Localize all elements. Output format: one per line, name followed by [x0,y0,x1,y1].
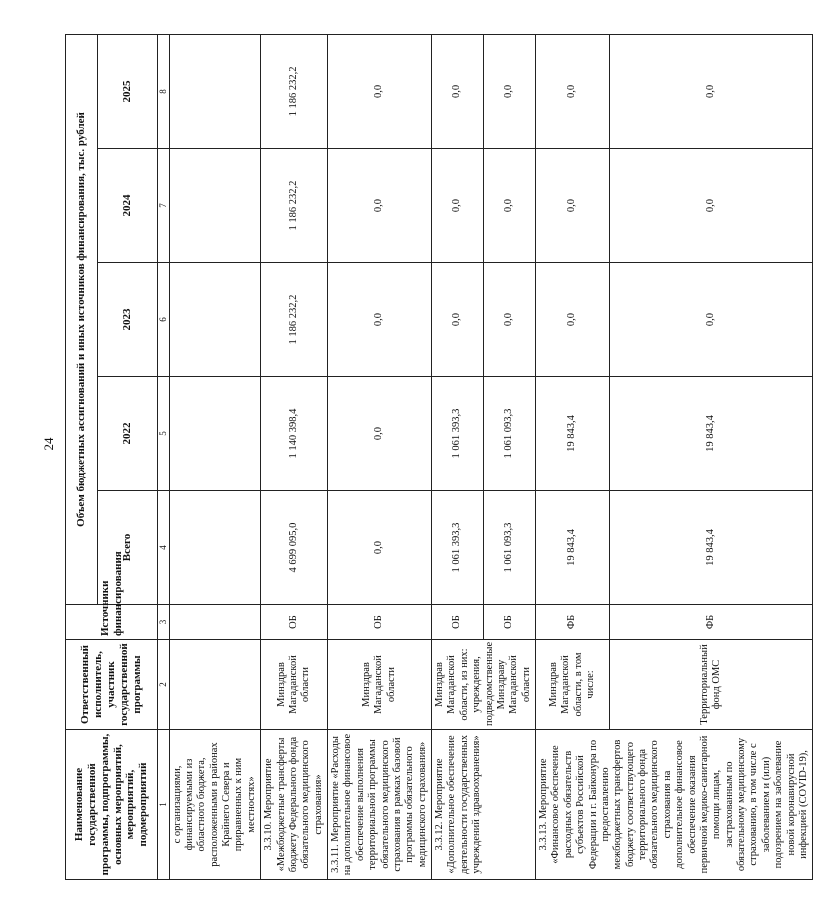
row-value: 0,0 [328,149,432,263]
row-source: ФБ [609,605,812,640]
row-name: с организациями, финансируемыми из областного бюджета, расположенными в районах Крайнего Севера и приравненных к ним местностях» [169,730,261,880]
row-value: 19 843,4 [536,377,610,491]
row-source: ОБ [261,605,328,640]
row-name: 3.3.11. Мероприятие «Расходы на дополнительное финансовое обеспечение выполнения территориальной программы обязательного медицинского страхования в рамках базовой программы обязательного медицинского страхования» [328,730,432,880]
col-number: 3 [158,605,170,640]
row-value: 0,0 [328,377,432,491]
header-year-2024: 2024 [98,149,158,263]
table-row [328,34,432,879]
row-value: 0,0 [328,491,432,605]
row-value: 1 061 393,3 [432,377,484,491]
row-value [169,491,261,605]
row-value: 19 843,4 [536,491,610,605]
col-number: 5 [158,377,170,491]
financing-table [65,34,813,880]
row-executor: Территориальный фонд ОМС [609,640,812,730]
row-value: 0,0 [432,263,484,377]
row-value: 0,0 [432,149,484,263]
row-value: 0,0 [432,34,484,148]
row-name: 3.3.12. Мероприятие «Дополнительное обеспечение деятельности государственных учреждений здравоохранения» [432,730,536,880]
row-executor: Минздрав Магаданской области, в том числе: [536,640,610,730]
row-value: 0,0 [484,263,536,377]
header-name: Наименование государственной программы, подпрограммы, основных мероприятий, мероприятий, подмероприятий [66,730,158,880]
header-year-2025: 2025 [98,34,158,148]
row-value [169,377,261,491]
row-source: ФБ [536,605,610,640]
col-number: 1 [158,730,170,880]
row-source: ОБ [432,605,484,640]
row-value: 0,0 [609,34,812,148]
table-row [261,34,328,879]
row-executor [169,640,261,730]
row-value: 1 140 398,4 [261,377,328,491]
page-number: 24 [41,437,56,451]
row-value: 4 699 095,0 [261,491,328,605]
header-year-total: Всего [98,491,158,605]
row-value: 0,0 [484,149,536,263]
table-row [169,34,261,879]
row-value: 1 061 093,3 [484,491,536,605]
table-row [432,34,484,879]
row-value [169,263,261,377]
row-value: 19 843,4 [609,377,812,491]
row-value: 1 061 093,3 [484,377,536,491]
row-value: 0,0 [536,263,610,377]
header-executor: Ответственный исполнитель, участник государственной программы [66,640,158,730]
row-name: 3.3.13. Мероприятие «Финансовое обеспечение расходных обязательств субъектов Российской Федерации и г. Байконура по предоставлению межбюджетных трансфертов бюджету соответствующего территориального фонда обязательного медицинского страхования на дополнительное финансовое обеспечение оказания первичной медико-санитарной помощи лицам, застрахованным по обязательному медицинскому страхованию, в том числе с заболеванием и (или) подозрением на заболевание новой коронавирусной инфекцией (COVID-19), [536,730,813,880]
row-value: 0,0 [609,263,812,377]
row-value: 0,0 [328,263,432,377]
row-value [169,34,261,148]
row-executor: Минздрав Магаданской области, из них: учреждения, подведомственные Минздраву Магаданской области [432,640,536,730]
row-name: 3.3.10. Мероприятие «Межбюджетные трансферты бюджету Федерального фонда обязательного медицинского страхования» [261,730,328,880]
row-source [169,605,261,640]
rotated-table-wrapper [65,35,809,880]
row-value: 0,0 [536,149,610,263]
row-value: 1 061 393,3 [432,491,484,605]
row-executor: Минздрав Магаданской области [328,640,432,730]
row-source: ОБ [484,605,536,640]
row-value: 0,0 [536,34,610,148]
row-value: 1 186 232,2 [261,34,328,148]
row-value: 19 843,4 [609,491,812,605]
row-value: 0,0 [328,34,432,148]
row-value: 1 186 232,2 [261,149,328,263]
col-number: 7 [158,149,170,263]
row-value: 1 186 232,2 [261,263,328,377]
table-row [536,34,610,879]
header-volume: Объем бюджетных ассигнований и иных источников финансирования, тыс. рублей [66,34,98,604]
row-executor: Минздрав Магаданской области [261,640,328,730]
col-number: 6 [158,263,170,377]
col-number: 4 [158,491,170,605]
col-number: 8 [158,34,170,148]
header-year-2023: 2023 [98,263,158,377]
row-value: 0,0 [484,34,536,148]
col-number: 2 [158,640,170,730]
header-year-2022: 2022 [98,377,158,491]
row-value [169,149,261,263]
row-value: 0,0 [609,149,812,263]
header-source: Источники финансирования [66,605,158,640]
row-source: ОБ [328,605,432,640]
